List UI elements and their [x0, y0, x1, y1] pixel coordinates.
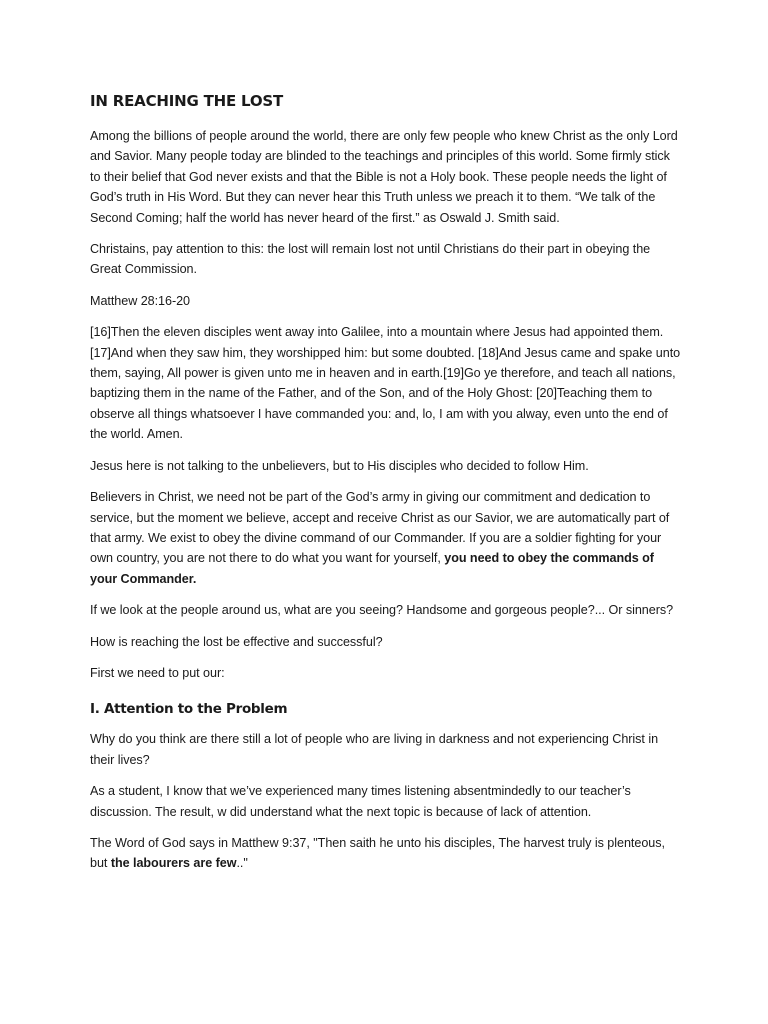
- paragraph-believers-emphasis: you need to obey the commands of your Commander.: [90, 551, 654, 586]
- paragraph-great-commission: Christains, pay attention to this: the lost will remain lost not until Christians do their part in obeying the Great Commission.: [90, 242, 651, 277]
- paragraph-harvest-emphasis: the labourers are few: [110, 856, 237, 871]
- paragraph-first: First we need to put our:: [90, 665, 225, 680]
- paragraph-believers: [90, 487, 682, 589]
- paragraph-believers-text: Believers in Christ, we need not be part of the God’s army in giving our commitment and dedication to service, but the moment we believe, accept and receive Christ as our Savior, we are automatically part of that army. We exist to obey the divine command of our Commander. If you are a soldier fighting for your own country, you are not there to do what you want for yourself,: [90, 490, 670, 566]
- paragraph-people-around: If we look at the people around us, what are you seeing? Handsome and gorgeous people?... Or sinners?: [90, 603, 674, 618]
- document-page: [90, 92, 682, 885]
- section-heading-attention: I. Attention to the Problem: [90, 701, 288, 718]
- paragraph-question: How is reaching the lost be effective and successful?: [90, 634, 383, 649]
- paragraph-harvest-end: ..": [236, 856, 248, 871]
- paragraph-harvest-text: The Word of God says in Matthew 9:37, "Then saith he unto his disciples, The harvest truly is plenteous, but: [90, 835, 665, 871]
- paragraph-scripture-reference: Matthew 28:16-20: [90, 293, 191, 308]
- document-title: IN REACHING THE LOST: [90, 92, 284, 110]
- paragraph-student: As a student, I know that we’ve experienced many times listening absentmindedly to our teacher’s discussion. The result, w did understand what the next topic is because of lack of attention.: [90, 784, 631, 819]
- paragraph-intro: Among the billions of people around the world, there are only few people who knew Christ as the only Lord and Savior. Many people today are blinded to the teachings and principles of this world. Some firmly stick to their belief that God never exists and that the Bible is not a Holy book. These people needs the light of God’s truth in His Word. But they can never hear this Truth unless we preach it to them. “We talk of the Second Coming; half the world has never heard of the first.” as Oswald J. Smith said.: [90, 129, 678, 225]
- paragraph-disciples: Jesus here is not talking to the unbelievers, but to His disciples who decided to follow Him.: [90, 458, 589, 473]
- paragraph-scripture-text: [16]Then the eleven disciples went away into Galilee, into a mountain where Jesus had appointed them. [17]And when they saw him, they worshipped him: but some doubted. [18]And Jesus came and spake unto them, saying, All power is given unto me in heaven and in earth.[19]Go ye therefore, and teach all nations, baptizing them in the name of the Father, and of the Son, and of the Holy Ghost: [20]Teaching them to observe all things whatsoever I have commanded you: and, lo, I am with you alway, even unto the end of the world. Amen.: [90, 325, 681, 442]
- paragraph-harvest: [90, 833, 682, 874]
- paragraph-darkness: Why do you think are there still a lot of people who are living in darkness and not experiencing Christ in their lives?: [90, 732, 659, 767]
